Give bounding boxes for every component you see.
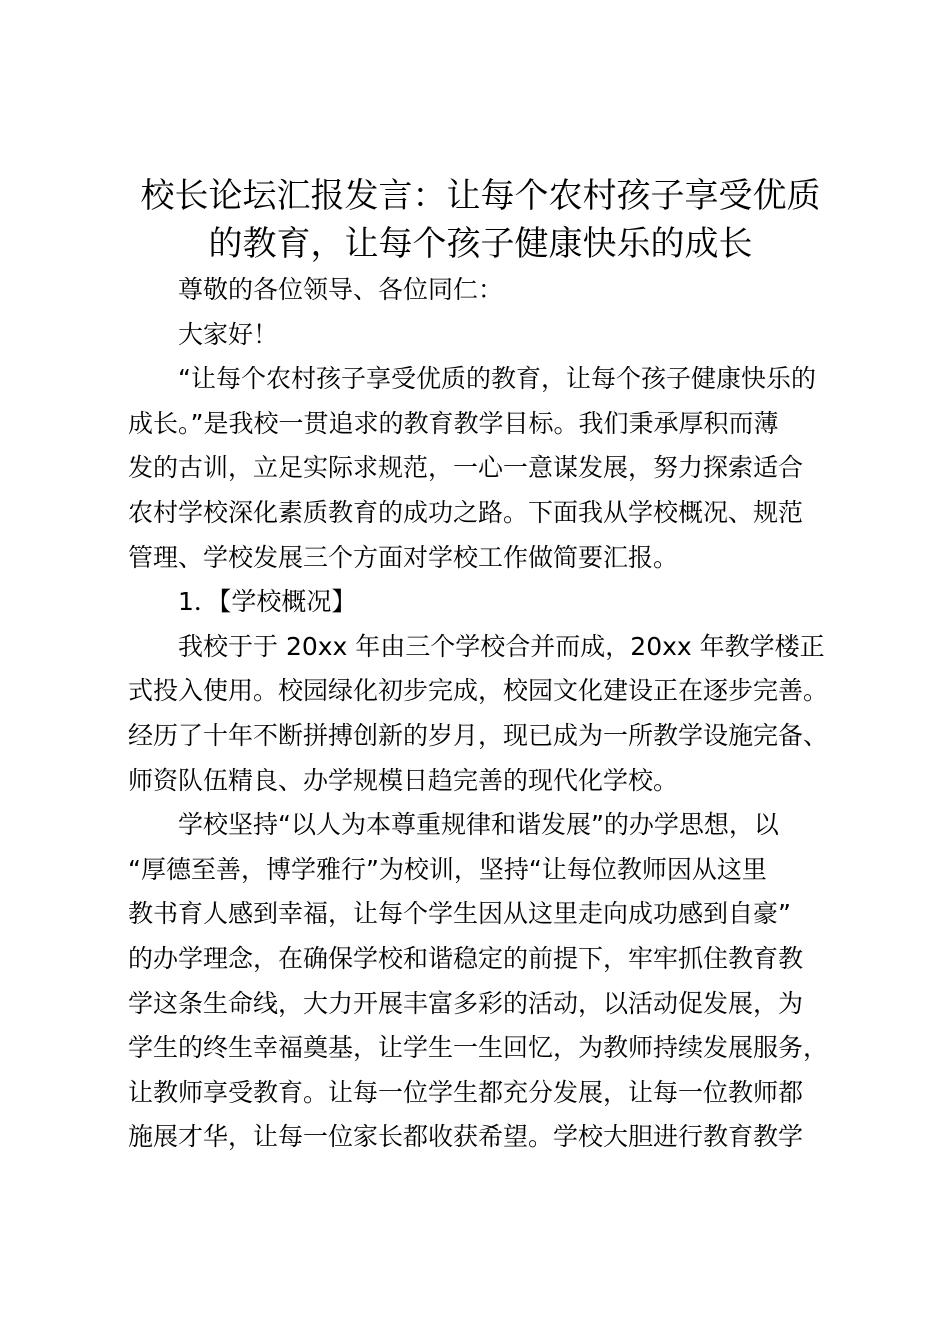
paragraph-line: 式投入使用。校园绿化初步完成，校园文化建设正在逐步完善。 bbox=[128, 676, 829, 706]
paragraph-school-overview bbox=[128, 625, 833, 803]
paragraph-line: 施展才华，让每一位家长都收获希望。学校大胆进行教育教学 bbox=[128, 1122, 804, 1152]
paragraph-school-philosophy bbox=[128, 803, 833, 1160]
paragraph-line: 学生的终生幸福奠基，让学生一生回忆，为教师持续发展服务， bbox=[128, 1033, 829, 1063]
salutation: 尊敬的各位领导、各位同仁： bbox=[178, 275, 504, 304]
paragraph-line: 管理、学校发展三个方面对学校工作做简要汇报。 bbox=[128, 542, 679, 572]
title-line-2: 的教育，让每个孩子健康快乐的成长 bbox=[208, 224, 753, 264]
document-title bbox=[128, 172, 833, 268]
paragraph-line: 我校于于 20xx 年由三个学校合并而成，20xx 年教学楼正 bbox=[178, 631, 825, 661]
paragraph-line: 成长。”是我校一贯追求的教育教学目标。我们秉承厚积而薄 bbox=[128, 408, 779, 438]
paragraph-line: 经历了十年不断拼搏创新的岁月，现已成为一所教学设施完备、 bbox=[128, 720, 829, 750]
greeting: 大家好！ bbox=[178, 319, 279, 349]
paragraph-line: 师资队伍精良、办学规模日趋完善的现代化学校。 bbox=[128, 765, 679, 795]
paragraph-intro bbox=[128, 357, 833, 580]
paragraph-line: 农村学校深化素质教育的成功之路。下面我从学校概况、规范 bbox=[128, 497, 804, 527]
paragraph-line: “让每个农村孩子享受优质的教育，让每个孩子健康快乐的 bbox=[178, 364, 816, 394]
section-heading-school-overview bbox=[128, 580, 833, 625]
paragraph-line: 让教师享受教育。让每一位学生都充分发展，让每一位教师都 bbox=[128, 1077, 804, 1107]
paragraph-line: 学这条生命线，大力开展丰富多彩的活动，以活动促发展，为 bbox=[128, 988, 804, 1018]
paragraph-line: 教书育人感到幸福，让每个学生因从这里走向成功感到自豪” bbox=[128, 899, 791, 929]
document-body bbox=[128, 268, 833, 1160]
paragraph-line: “厚德至善，博学雅行”为校训，坚持“让每位教师因从这里 bbox=[128, 854, 767, 884]
paragraph-line: 发的古训，立足实际求规范，一心一意谋发展，努力探索适合 bbox=[128, 453, 804, 483]
document-content bbox=[128, 172, 833, 1160]
paragraph-line: 学校坚持“以人为本尊重规律和谐发展”的办学思想，以 bbox=[178, 810, 779, 840]
section-heading: 1．【学校概况】 bbox=[178, 587, 357, 617]
title-line-1: 校长论坛汇报发言：让每个农村孩子享受优质 bbox=[140, 176, 821, 216]
paragraph-line: 的办学理念，在确保学校和谐稳定的前提下，牢牢抓住教育教 bbox=[128, 943, 804, 973]
